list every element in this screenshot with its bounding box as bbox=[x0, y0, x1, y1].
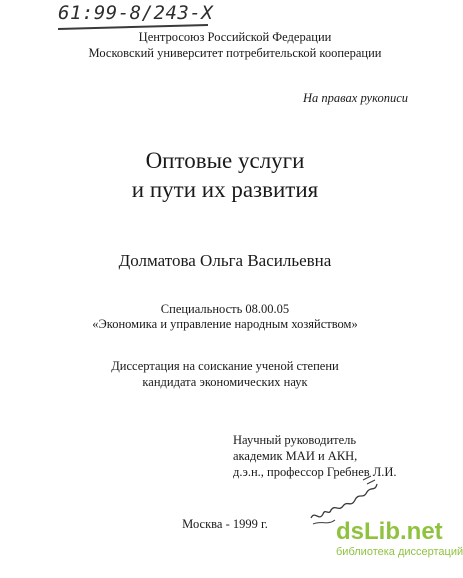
supervisor-line-1: Научный руководитель bbox=[233, 433, 357, 447]
title-line-2: и пути их развития bbox=[131, 177, 319, 202]
title-line-1: Оптовые услуги bbox=[145, 148, 305, 173]
dissertation-line-2: кандидата экономических наук bbox=[142, 375, 308, 389]
author-name: Долматова Ольга Васильевна bbox=[118, 251, 332, 270]
watermark-sub-text: библиотека диссертаций bbox=[336, 546, 463, 558]
handwritten-archive-code: 61:99-8/243-X bbox=[58, 2, 214, 24]
city-year: Москва - 1999 г. bbox=[182, 517, 268, 531]
dslib-watermark-logo[interactable] bbox=[336, 518, 463, 570]
organization-line-1: Центросоюз Российской Федерации bbox=[138, 30, 332, 44]
watermark-main-text: dsLib.net bbox=[336, 518, 443, 545]
organization-line-2: Московский университет потребительской кооперации bbox=[88, 46, 382, 60]
specialty-name: «Экономика и управление народным хозяйством» bbox=[92, 317, 358, 331]
specialty-code: Специальность 08.00.05 bbox=[160, 302, 290, 316]
supervisor-line-3: д.э.н., профессор Гребнев Л.И. bbox=[233, 465, 397, 479]
dissertation-line-1: Диссертация на соискание ученой степени bbox=[111, 359, 339, 373]
rights-note: На правах рукописи bbox=[303, 91, 408, 105]
supervisor-line-2: академик МАИ и АКН, bbox=[233, 449, 358, 463]
